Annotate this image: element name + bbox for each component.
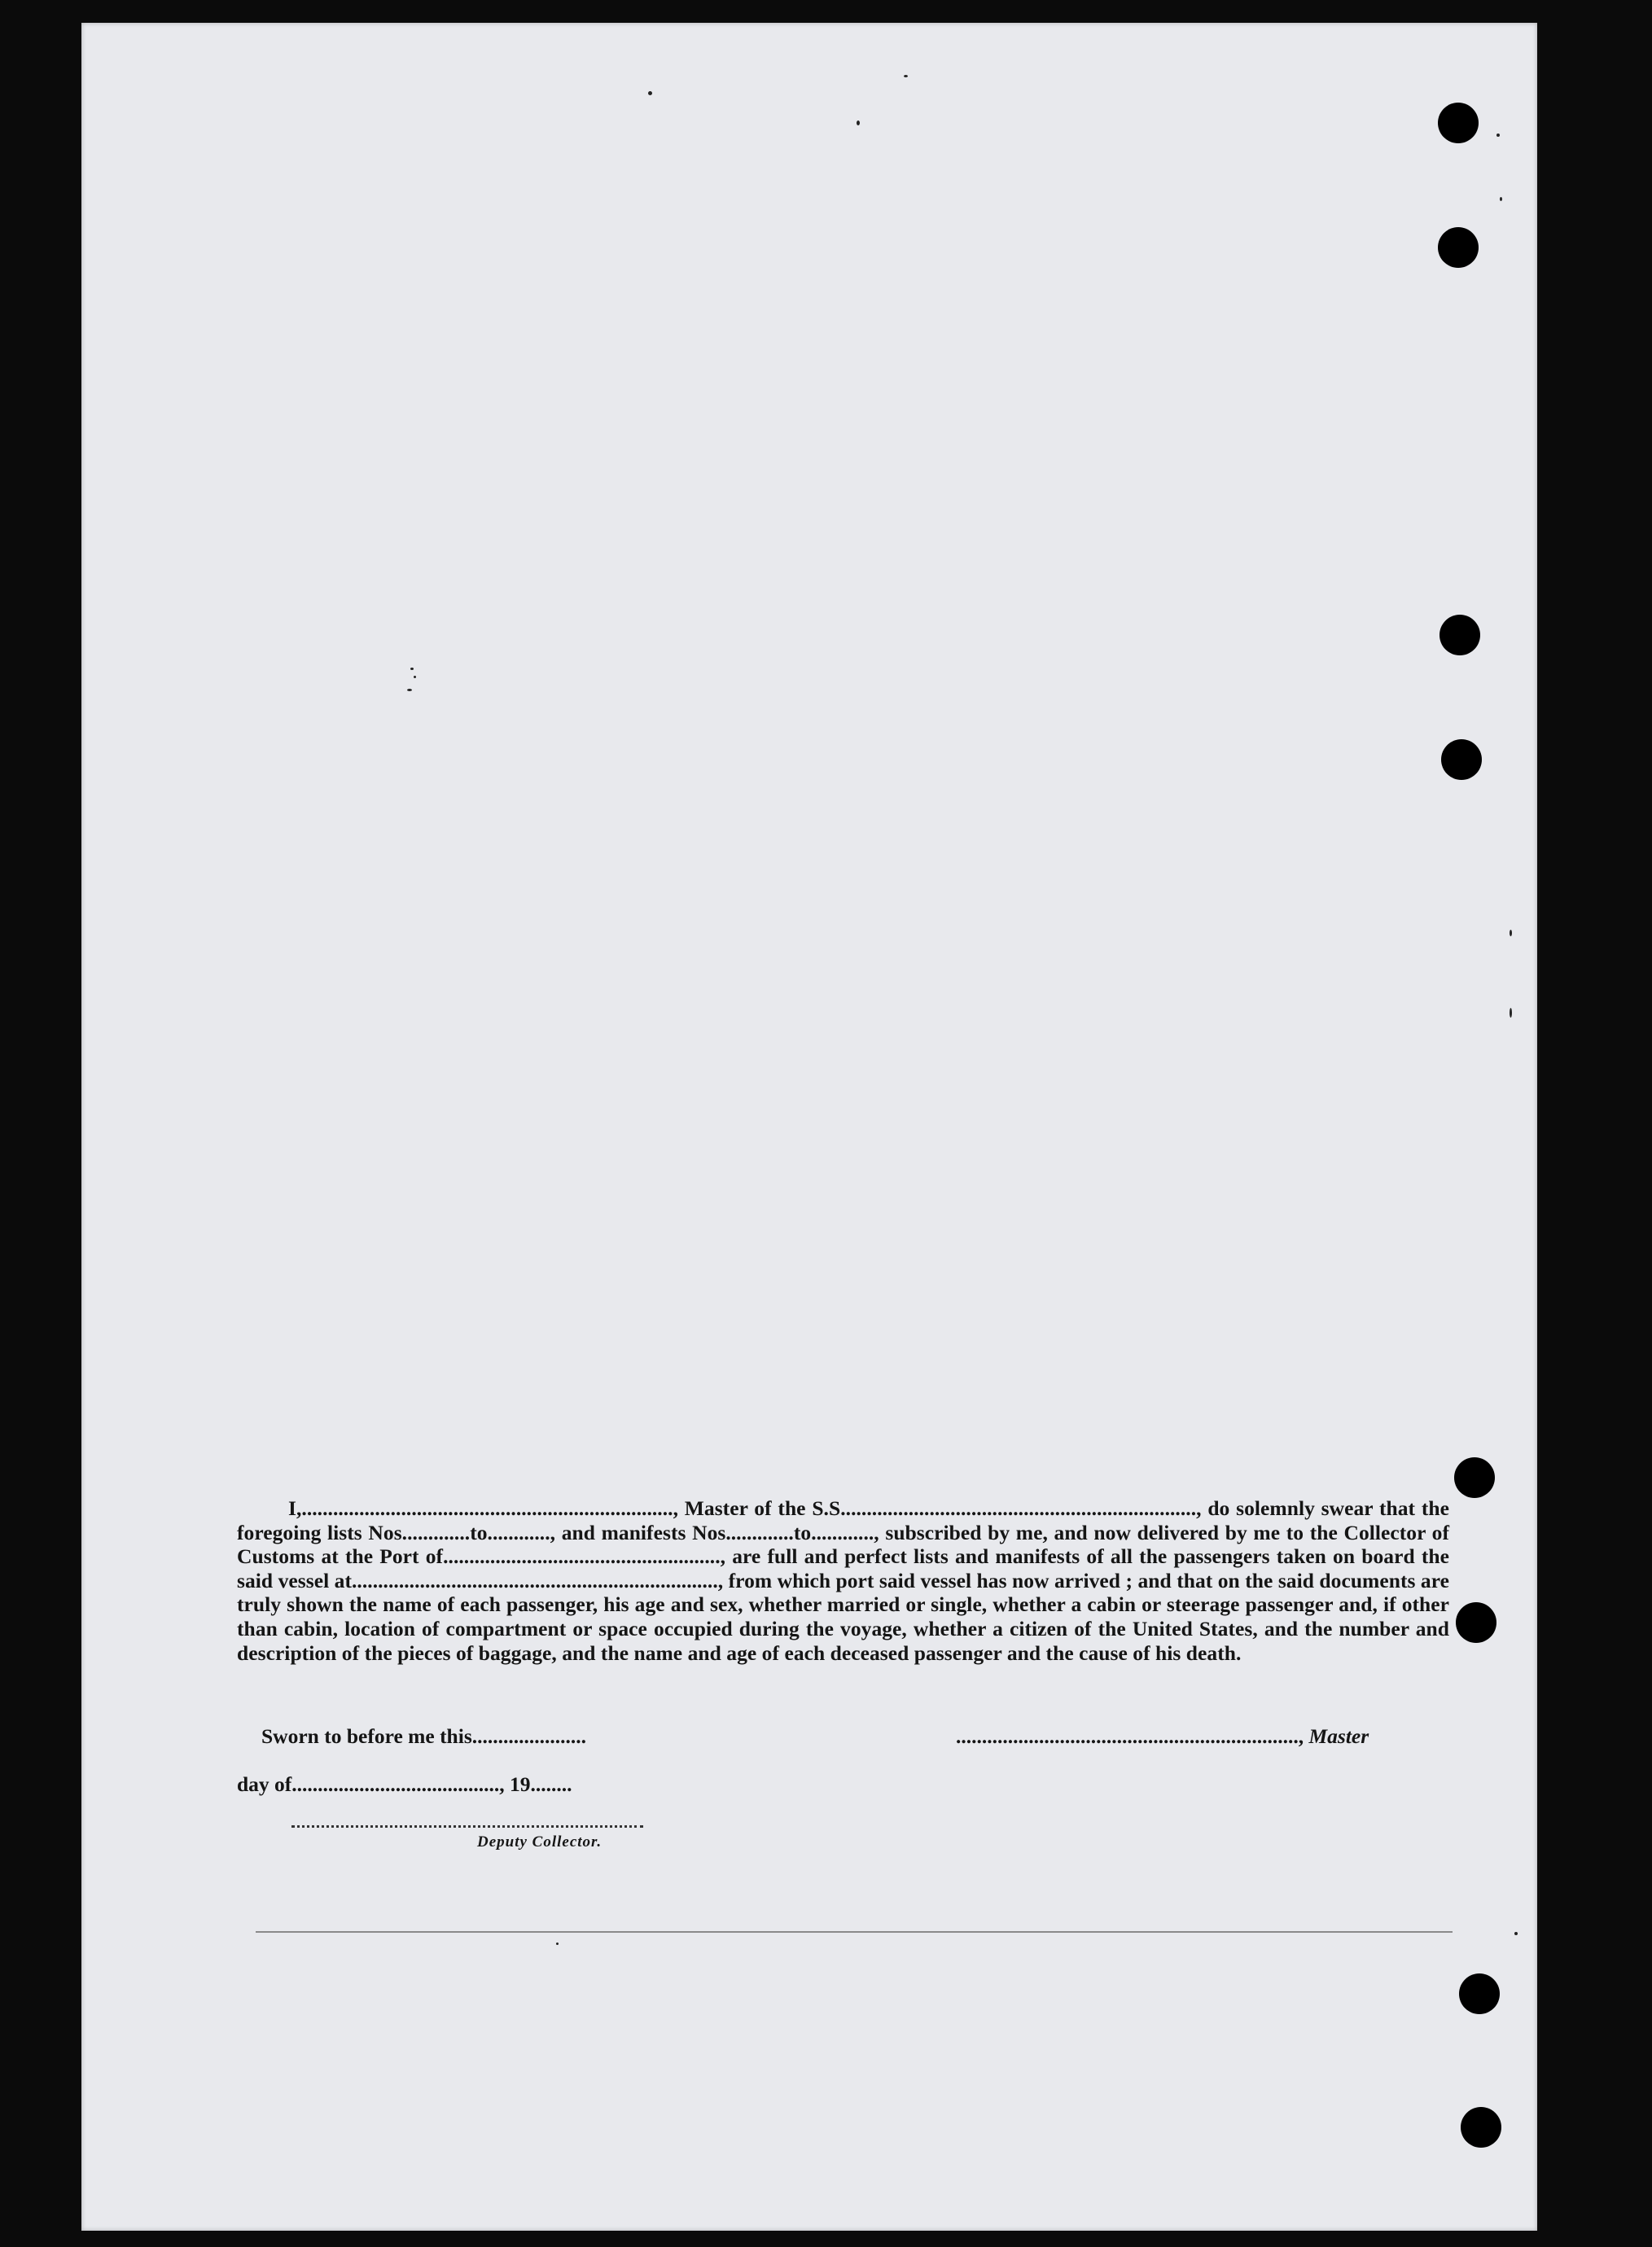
scan-speck bbox=[1510, 1008, 1512, 1018]
oath-text: I,......................................................................., Master of the S.S...................................................................., do solemnly swear that the foregoing lists Nos.............to............, and manifests Nos.............to............, subscribed by me, and now delivered by me to the Collector of Customs at the Port of....................................................., are full and perfect lists and manifests of all the passengers taken on board the said vessel at......................................................................, from which port said vessel has now arrived ; and that on the said documents are truly shown the name of each passenger, his age and sex, whether married or single, whether a cabin or steerage passenger and, if other than cabin, location of compartment or space occupied during the voyage, whether a citizen of the United States, and the number and description of the pieces of baggage, and the name and age of each deceased passenger and the cause of his death. bbox=[237, 1496, 1449, 1665]
scan-speck bbox=[1514, 1932, 1518, 1935]
scan-speck bbox=[414, 676, 416, 678]
scan-speck bbox=[1496, 134, 1500, 137]
punch-hole bbox=[1438, 103, 1479, 143]
punch-hole bbox=[1459, 1973, 1500, 2014]
scan-speck bbox=[1500, 197, 1502, 201]
oath-paragraph bbox=[237, 1496, 1449, 1665]
master-label: Master bbox=[1308, 1724, 1369, 1748]
scan-speck bbox=[904, 75, 908, 77]
punch-hole bbox=[1456, 1602, 1496, 1643]
scan-speck bbox=[857, 120, 860, 125]
sworn-text: Sworn to before me this...................... bbox=[261, 1724, 586, 1748]
punch-hole bbox=[1439, 615, 1480, 655]
punch-hole bbox=[1441, 739, 1482, 780]
deputy-collector-label: Deputy Collector. bbox=[477, 1833, 603, 1851]
master-dots: .................................................................., bbox=[956, 1724, 1304, 1748]
punch-hole bbox=[1438, 227, 1479, 268]
day-text: day of........................................, 19........ bbox=[237, 1772, 572, 1796]
sworn-line bbox=[261, 1724, 586, 1749]
scan-speck bbox=[410, 668, 414, 670]
master-signature-line bbox=[956, 1724, 1369, 1749]
scan-speck bbox=[1510, 930, 1512, 936]
document-page bbox=[81, 23, 1537, 2231]
day-line bbox=[237, 1772, 572, 1797]
scan-speck bbox=[648, 91, 652, 95]
bottom-rule bbox=[256, 1931, 1453, 1933]
punch-hole bbox=[1461, 2107, 1501, 2148]
scan-speck bbox=[407, 689, 412, 691]
deputy-signature-line bbox=[291, 1825, 643, 1828]
scan-speck bbox=[556, 1943, 559, 1945]
punch-hole bbox=[1454, 1457, 1495, 1498]
